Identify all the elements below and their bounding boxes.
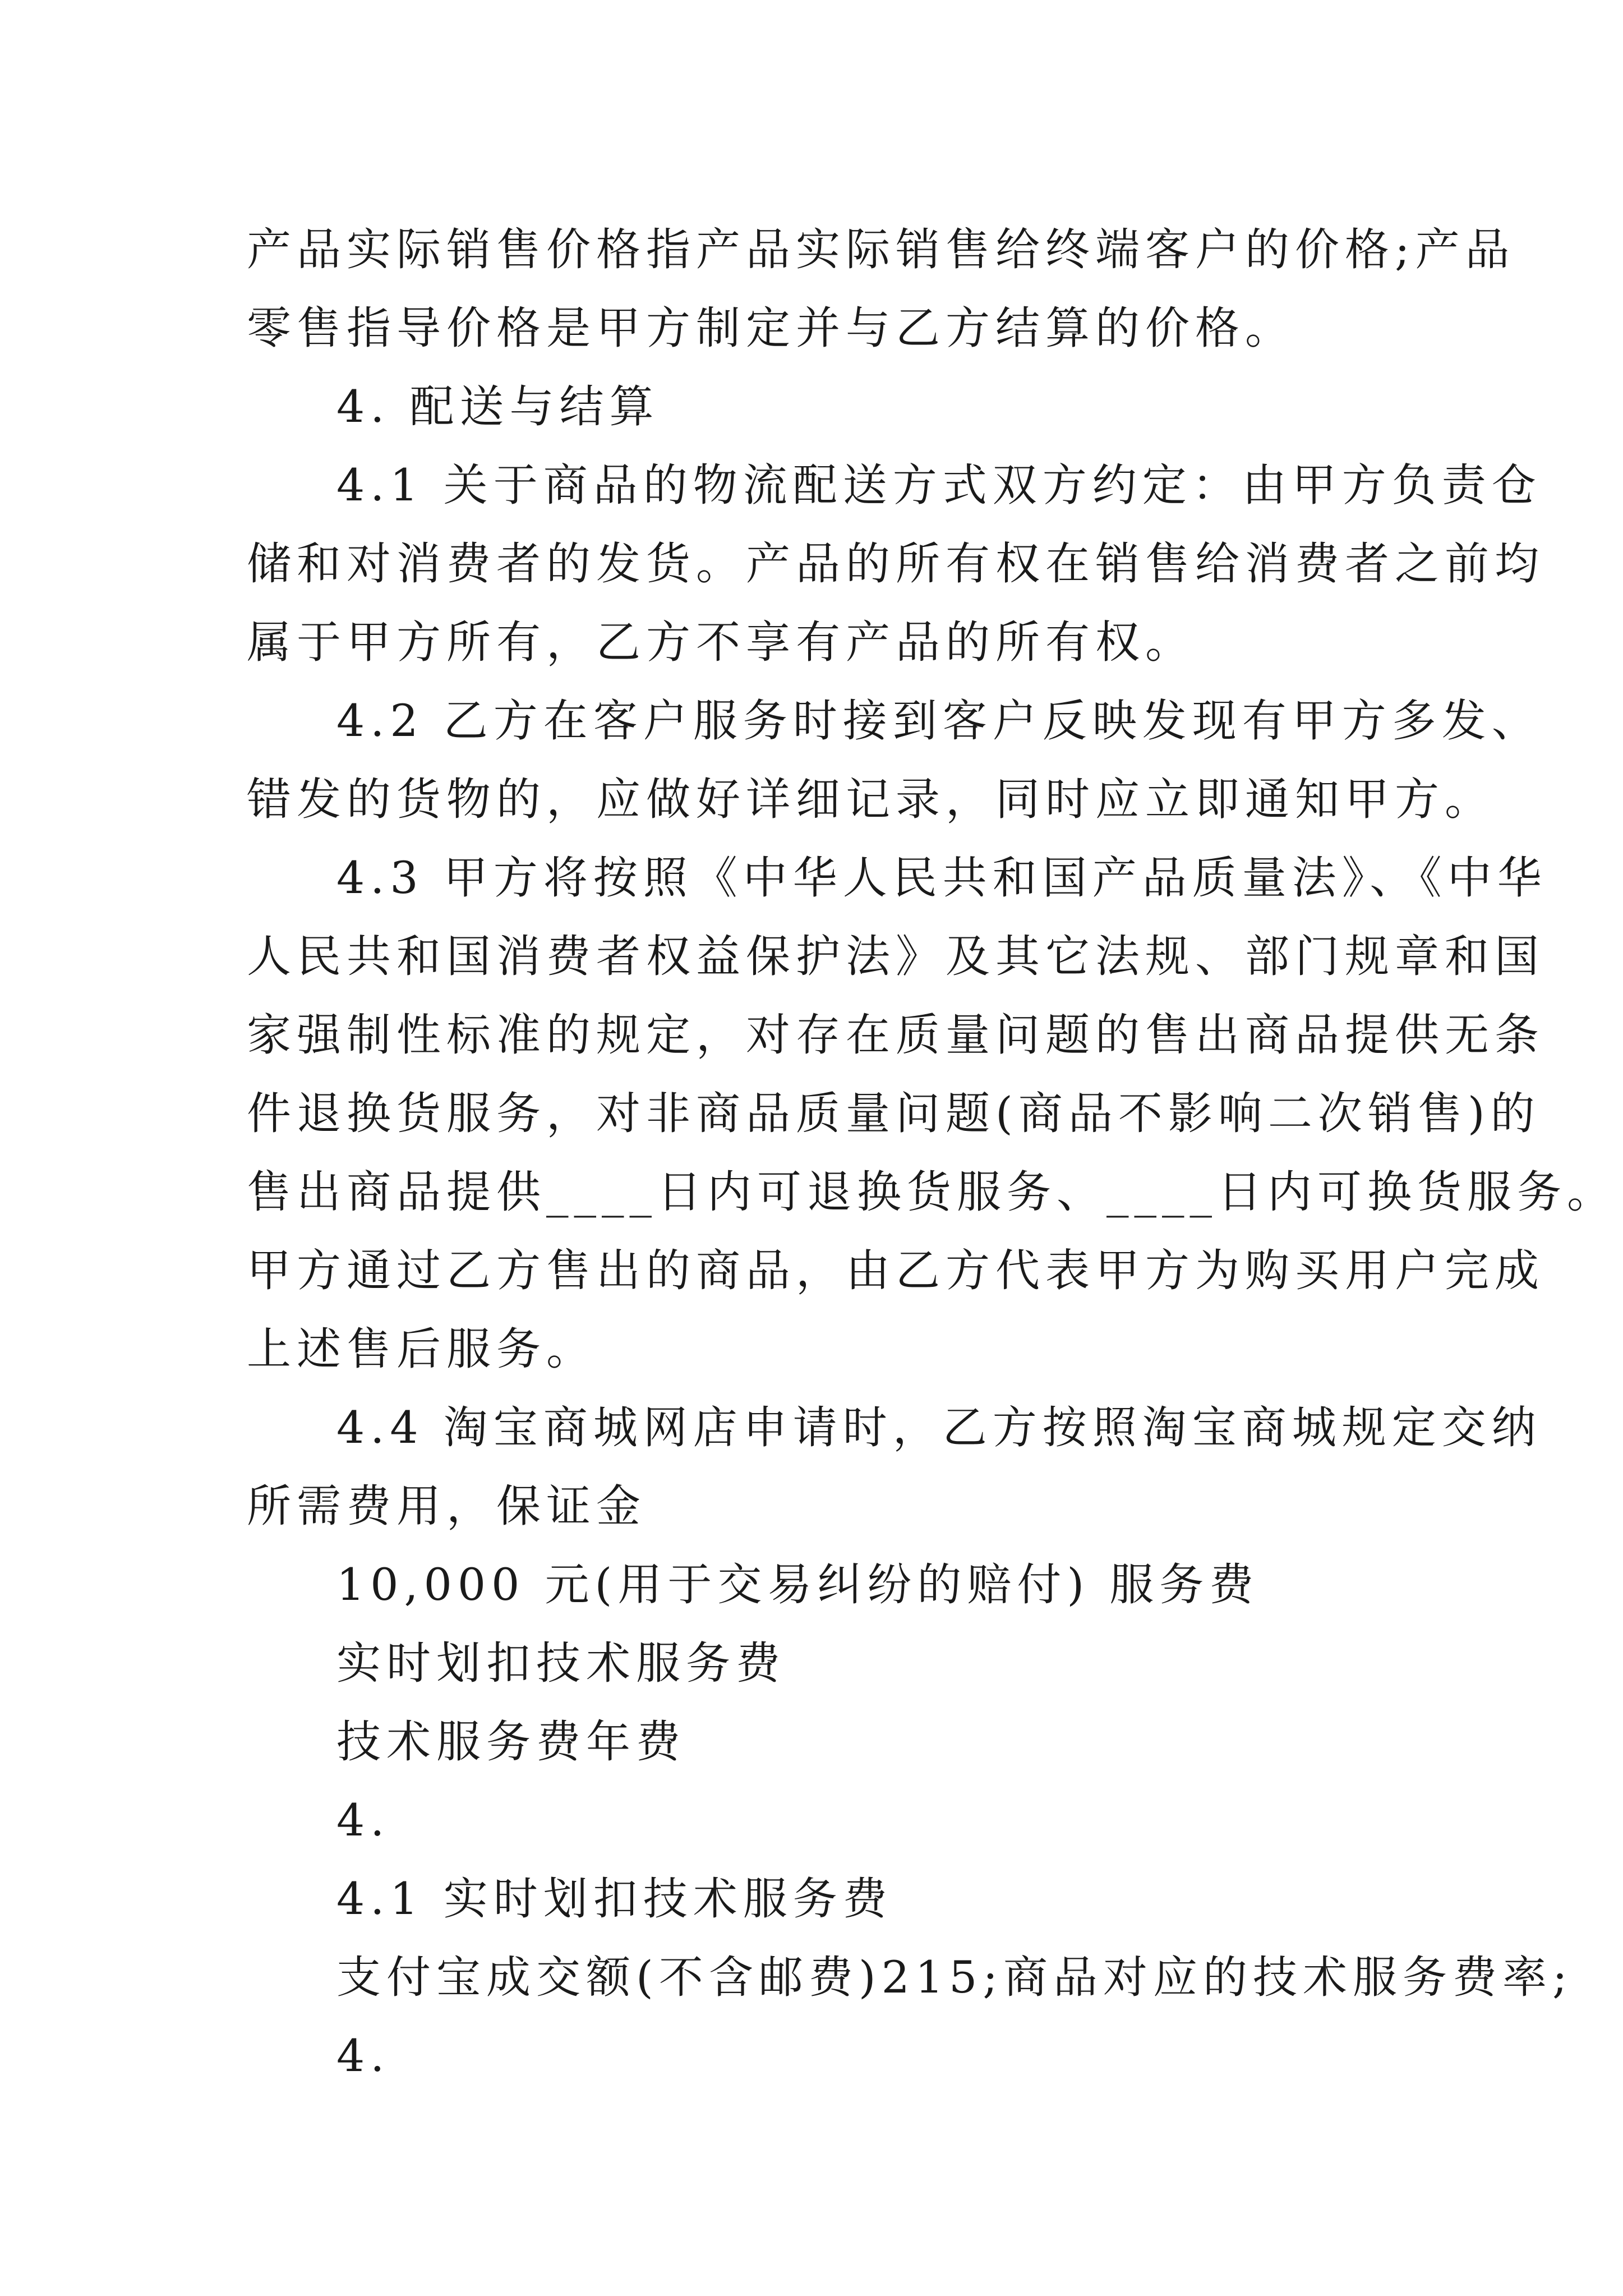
text-line: 实时划扣技术服务费 <box>336 1637 786 1689</box>
text-line: 人民共和国消费者权益保护法》及其它法规、部门规章和国 <box>247 931 1544 982</box>
text-line: 所需费用，保证金 <box>247 1480 646 1532</box>
text-line: 产品实际销售价格指产品实际销售给终端客户的价格;产品 <box>247 224 1515 275</box>
text-line: 4.4 淘宝商城网店申请时，乙方按照淘宝商城规定交纳 <box>336 1402 1542 1453</box>
text-line: 甲方通过乙方售出的商品，由乙方代表甲方为购买用户完成 <box>247 1245 1544 1296</box>
text-line: 件退换货服务，对非商品质量问题(商品不影响二次销售)的 <box>247 1088 1541 1139</box>
text-line: 10,000 元(用于交易纠纷的赔付) 服务费 <box>336 1559 1260 1611</box>
text-line: 4.1 实时划扣技术服务费 <box>336 1873 893 1925</box>
text-line: 属于甲方所有，乙方不享有产品的所有权。 <box>247 616 1195 668</box>
text-line: 家强制性标准的规定，对存在质量问题的售出商品提供无条 <box>247 1009 1544 1061</box>
text-line: 4. <box>336 2030 390 2082</box>
text-line: 4.3 甲方将按照《中华人民共和国产品质量法》、《中华 <box>336 852 1547 904</box>
text-line: 支付宝成交额(不含邮费)215;商品对应的技术服务费率; <box>336 1952 1573 2003</box>
text-line: 储和对消费者的发货。产品的所有权在销售给消费者之前均 <box>247 538 1544 590</box>
text-line: 4.2 乙方在客户服务时接到客户反映发现有甲方多发、 <box>336 695 1542 747</box>
section-heading: 4. 配送与结算 <box>336 381 660 432</box>
text-line: 错发的货物的，应做好详细记录，同时应立即通知甲方。 <box>247 774 1495 825</box>
text-line: 零售指导价格是甲方制定并与乙方结算的价格。 <box>247 302 1295 354</box>
text-line: 技术服务费年费 <box>336 1716 686 1768</box>
text-line: 售出商品提供____日内可退换货服务、____日内可换货服务。 <box>247 1166 1617 1218</box>
document-body <box>247 210 1617 2095</box>
text-line: 4.1 关于商品的物流配送方式双方约定：由甲方负责仓 <box>336 459 1542 511</box>
text-line: 4. <box>336 1795 390 1846</box>
text-line: 上述售后服务。 <box>247 1323 596 1375</box>
